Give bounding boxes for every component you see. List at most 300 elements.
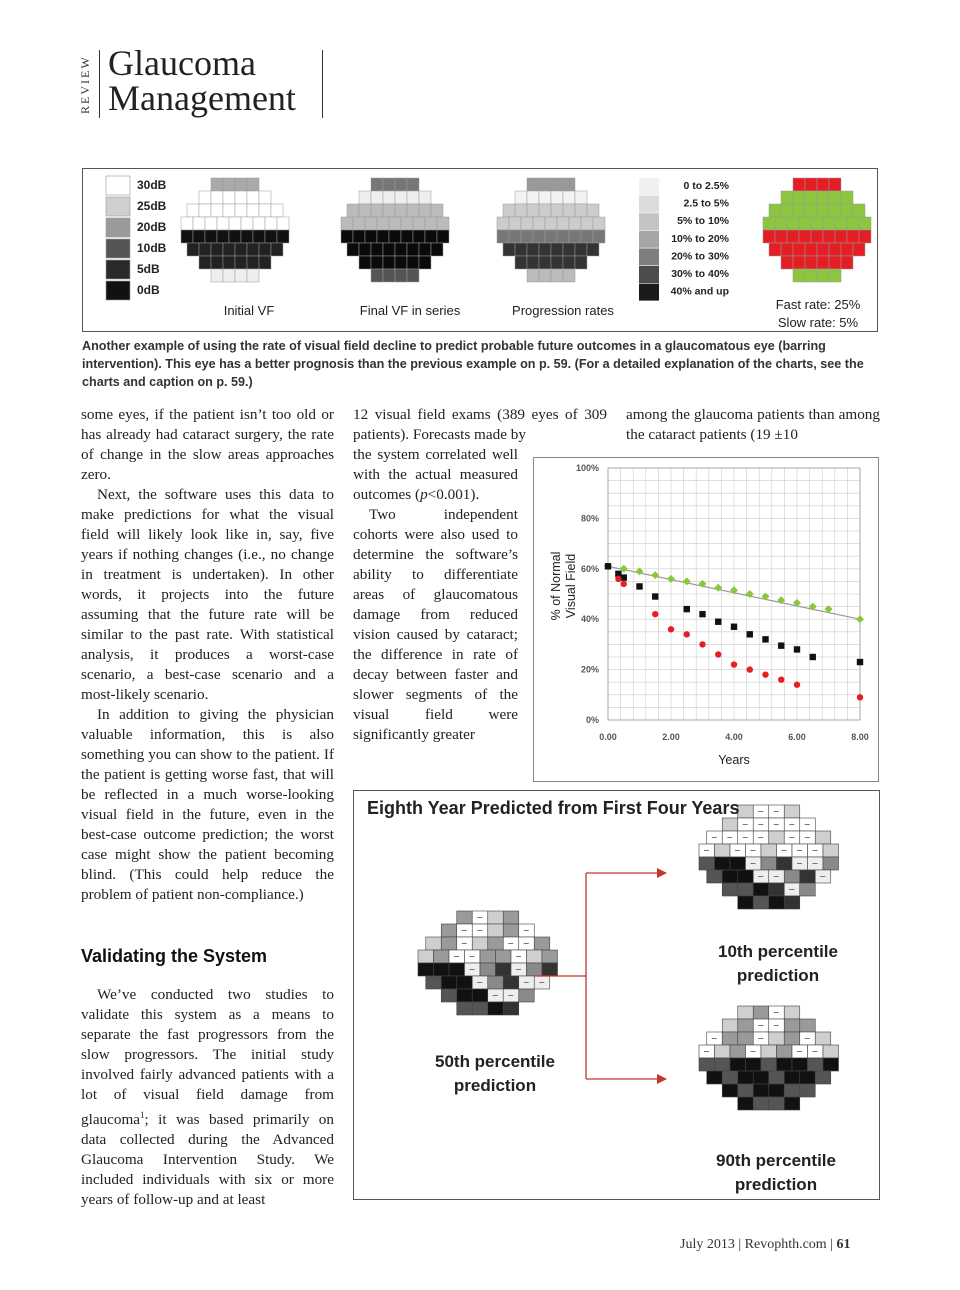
vf-cell-color [781, 256, 793, 269]
vf-cell [359, 256, 371, 269]
vf-cell [527, 243, 539, 256]
vf-cell [199, 243, 211, 256]
vf-cell [341, 217, 353, 230]
vf-cell [217, 217, 229, 230]
vf-cell [253, 230, 265, 243]
pred-cell-50 [472, 1002, 488, 1015]
vf-cell [211, 178, 223, 191]
vf-cell [271, 204, 283, 217]
black-point [810, 654, 816, 660]
x-tick-label: 0.00 [599, 732, 617, 742]
red-point [715, 651, 721, 657]
vf-cell-color [829, 269, 841, 282]
vf-cell [383, 269, 395, 282]
pred-cell-90 [823, 1058, 839, 1071]
vf-cell [181, 217, 193, 230]
header-rule-left [99, 50, 100, 118]
y-tick-label: 40% [580, 614, 599, 625]
red-point [762, 671, 768, 677]
pred-cell-10 [738, 896, 754, 909]
vf-cell [223, 243, 235, 256]
vf-cell [557, 230, 569, 243]
black-point [778, 642, 784, 648]
pred-cell-50 [480, 963, 496, 976]
pred-cell-90 [738, 1084, 754, 1097]
pred-cell-90 [784, 1097, 800, 1110]
vf-cell [383, 243, 395, 256]
vf-cell [575, 243, 587, 256]
db-legend-label: 10dB [137, 241, 167, 255]
black-point [699, 611, 705, 617]
vf-cell [223, 191, 235, 204]
x-tick-label: 2.00 [662, 732, 680, 742]
vf-cell [527, 191, 539, 204]
vf-cell [259, 204, 271, 217]
vf-cell [193, 230, 205, 243]
panel-label: Final VF in series [359, 303, 461, 318]
y-tick-label: 0% [585, 715, 599, 725]
label-line: 50th percentile [435, 1052, 555, 1071]
label-line: prediction [736, 966, 820, 985]
pred-cell-10 [769, 896, 785, 909]
visual-field-figure [82, 168, 878, 332]
vf-cell [377, 230, 389, 243]
pred-cell-10 [738, 870, 754, 883]
vf-cell-color [841, 204, 853, 217]
vf-cell-color [823, 230, 835, 243]
pred-cell-90 [715, 1045, 731, 1058]
vf-cell [551, 204, 563, 217]
vf-cell [277, 217, 289, 230]
fast-rate-label: Fast rate: 25% [775, 297, 861, 312]
vf-cell [587, 243, 599, 256]
vf-cell [419, 256, 431, 269]
vf-cell [205, 217, 217, 230]
vf-cell-color [805, 269, 817, 282]
black-point [762, 636, 768, 642]
vf-cell [383, 191, 395, 204]
header-rule-right [322, 50, 323, 118]
red-point [778, 676, 784, 682]
y-tick-label: 80% [580, 513, 599, 524]
vf-cell [247, 256, 259, 269]
vf-cell [419, 204, 431, 217]
vf-cell-color [829, 204, 841, 217]
pred-cell-50 [542, 950, 558, 963]
y-axis-label-line: % of Normal [549, 551, 563, 621]
vf-cell [515, 204, 527, 217]
db-swatch [106, 197, 130, 216]
db-legend-label: 0dB [137, 283, 160, 297]
vf-cell-color [793, 178, 805, 191]
rate-legend-label: 5% to 10% [677, 215, 729, 228]
vf-cell [389, 230, 401, 243]
vf-cell [235, 178, 247, 191]
vf-cell [569, 217, 581, 230]
y-tick-label: 100% [575, 463, 599, 473]
vf-cell [229, 217, 241, 230]
vf-cell [551, 243, 563, 256]
paragraph: In addition to giving the physician valuable information, this is also something you can show to the patient. If the patient is getting worse fast, that will be reflected in a much worse-looking visual field in the future, even in the best-case outcome prediction; the worst case might show the patient becoming blind. (This could help reduce the problem of patient non-compliance.) [81, 706, 334, 903]
pred-cell-90 [769, 1071, 785, 1084]
pred-cell-50 [488, 911, 504, 924]
pred-cell-90 [769, 1097, 785, 1110]
vf-cell-color [805, 256, 817, 269]
vf-cell [371, 269, 383, 282]
vf-cell-color [817, 204, 829, 217]
pred-cell-50 [441, 937, 457, 950]
vf-cell-color [763, 217, 775, 230]
vf-cell [533, 217, 545, 230]
vf-cell-color [847, 230, 859, 243]
pred-cell-50 [527, 950, 543, 963]
vf-cell [365, 217, 377, 230]
vf-cell [395, 204, 407, 217]
vf-cell-color [769, 243, 781, 256]
pred-cell-50 [441, 989, 457, 1002]
y-axis-label-line: Visual Field [564, 553, 578, 619]
vf-cell [527, 256, 539, 269]
pred-cell-50 [488, 1002, 504, 1015]
rate-swatch [639, 284, 659, 301]
label-line: 10th percentile [718, 942, 838, 961]
vf-cell [235, 269, 247, 282]
vf-cell [353, 217, 365, 230]
green-point [856, 615, 864, 623]
vf-cell-color [853, 243, 865, 256]
vf-cell-color [823, 217, 835, 230]
pred-cell-90 [777, 1045, 793, 1058]
vf-cell [235, 204, 247, 217]
pred-cell-50 [527, 963, 543, 976]
vf-cell [575, 256, 587, 269]
vf-cell-color [769, 204, 781, 217]
pred-cell-50 [503, 924, 519, 937]
vf-cell [431, 204, 443, 217]
italic-p: p [420, 486, 428, 503]
column-2 [353, 445, 518, 745]
vf-cell [413, 230, 425, 243]
vf-cell [527, 178, 539, 191]
red-point [731, 661, 737, 667]
black-point [621, 574, 627, 580]
rate-swatch [639, 196, 659, 213]
rate-legend-label: 20% to 30% [671, 250, 729, 263]
green-point [683, 577, 691, 585]
vf-cell [259, 191, 271, 204]
vf-cell [515, 243, 527, 256]
pred-cell-90 [815, 1071, 831, 1084]
text-run: the system correlated well with the actual measured outcomes ( [353, 446, 518, 503]
section-heading: Validating the System [81, 946, 268, 966]
vf-cell [187, 204, 199, 217]
pred-cell-10 [730, 857, 746, 870]
vf-cell [539, 256, 551, 269]
page-title [108, 43, 296, 118]
pred-cell-90 [730, 1045, 746, 1058]
vf-cell-color [835, 217, 847, 230]
vf-cell [265, 217, 277, 230]
vf-cell [383, 178, 395, 191]
black-point [715, 619, 721, 625]
vf-cell [211, 204, 223, 217]
review-tag: REVIEW [78, 55, 92, 115]
vf-cell [395, 243, 407, 256]
vf-cell [563, 178, 575, 191]
vf-cell [187, 243, 199, 256]
column-1 [81, 405, 334, 905]
vf-cell-color [817, 256, 829, 269]
pred-cell-10 [707, 870, 723, 883]
db-swatch [106, 239, 130, 258]
vf-cell [271, 243, 283, 256]
pred-cell-90 [815, 1032, 831, 1045]
vf-cell [563, 191, 575, 204]
vf-cell [371, 204, 383, 217]
pred-cell-50 [496, 950, 512, 963]
prediction-figure [353, 790, 880, 1200]
vf-cell [247, 243, 259, 256]
vf-cell [401, 217, 413, 230]
page-footer [680, 1237, 851, 1253]
vf-cell [211, 256, 223, 269]
black-point [652, 593, 658, 599]
rate-swatch [639, 248, 659, 265]
y-tick-label: 60% [580, 563, 599, 574]
vf-cell [539, 178, 551, 191]
rate-swatch [639, 178, 659, 195]
label-line: 90th percentile [716, 1151, 836, 1170]
vf-cell-color [829, 191, 841, 204]
column-1-lower [81, 985, 334, 1210]
pred-cell-90 [722, 1084, 738, 1097]
vf-cell [575, 191, 587, 204]
vf-cell [199, 204, 211, 217]
x-tick-label: 4.00 [725, 732, 743, 742]
pred-cell-90 [722, 1071, 738, 1084]
vf-cell-color [805, 204, 817, 217]
x-axis-label: Years [718, 753, 750, 767]
pred-cell-10 [722, 883, 738, 896]
vf-cell [211, 191, 223, 204]
black-point [857, 659, 863, 665]
pred-cell-90 [792, 1058, 808, 1071]
vf-cell [359, 204, 371, 217]
black-point [731, 624, 737, 630]
pred-cell-90 [753, 1071, 769, 1084]
vf-cell-color [817, 191, 829, 204]
vf-cell [371, 178, 383, 191]
vf-cell [383, 204, 395, 217]
vf-cell [557, 217, 569, 230]
db-swatch [106, 176, 130, 195]
vf-cell [223, 256, 235, 269]
vf-cell [211, 269, 223, 282]
pred-cell-50 [488, 924, 504, 937]
pred-cell-90 [738, 1019, 754, 1032]
vf-cell [395, 178, 407, 191]
arrow-head [657, 868, 667, 878]
pred-cell-50 [496, 963, 512, 976]
rate-swatch [639, 266, 659, 283]
pred-cell-10 [715, 857, 731, 870]
vf-cell [199, 191, 211, 204]
prediction-title: Eighth Year Predicted from First Four Years [367, 798, 740, 818]
pred-cell-90 [784, 1019, 800, 1032]
rate-legend-label: 0 to 2.5% [683, 180, 729, 192]
vf-cell [539, 204, 551, 217]
pred-cell-10 [699, 857, 715, 870]
vf-cell [545, 230, 557, 243]
red-point [684, 631, 690, 637]
vf-cell [563, 243, 575, 256]
pred-cell-10 [784, 896, 800, 909]
rate-swatch [639, 231, 659, 248]
vf-cell-color [841, 243, 853, 256]
vf-cell [413, 217, 425, 230]
vf-cell [235, 256, 247, 269]
vf-cell [247, 204, 259, 217]
pred-cell-50 [519, 989, 535, 1002]
vf-cell [217, 230, 229, 243]
vf-cell [353, 230, 365, 243]
red-point [668, 626, 674, 632]
pred-cell-50 [434, 950, 450, 963]
visual-field-figure-graphic [83, 169, 879, 333]
vf-cell-color [781, 191, 793, 204]
p50-label [420, 1050, 570, 1098]
vf-cell [539, 243, 551, 256]
pred-cell-90 [715, 1058, 731, 1071]
vf-cell [395, 269, 407, 282]
vf-cell [223, 178, 235, 191]
vf-cell [593, 217, 605, 230]
pred-cell-10 [769, 883, 785, 896]
pred-cell-50 [434, 963, 450, 976]
vf-cell [515, 191, 527, 204]
vf-cell [359, 243, 371, 256]
rate-legend-label: 2.5 to 5% [683, 197, 729, 210]
vf-cell [259, 243, 271, 256]
vf-cell [581, 230, 593, 243]
slow-rate-label: Slow rate: 5% [777, 315, 859, 330]
db-swatch [106, 281, 130, 300]
rate-legend-label: 40% and up [670, 285, 729, 298]
db-legend-label: 30dB [137, 178, 167, 192]
vf-cell [425, 217, 437, 230]
pred-cell-90 [784, 1084, 800, 1097]
vf-cell [407, 243, 419, 256]
vf-cell-color [829, 178, 841, 191]
db-legend-label: 25dB [137, 199, 167, 213]
vf-cell [527, 269, 539, 282]
vf-cell-color [835, 230, 847, 243]
vf-cell-color [829, 243, 841, 256]
pred-cell-10 [722, 818, 738, 831]
pred-cell-10 [761, 857, 777, 870]
black-point [747, 631, 753, 637]
vf-cell [341, 230, 353, 243]
rate-legend-label: 10% to 20% [671, 232, 729, 245]
vf-cell [497, 230, 509, 243]
red-point [615, 576, 621, 582]
vf-cell [347, 243, 359, 256]
vf-cell-color [805, 178, 817, 191]
pred-cell-90 [761, 1058, 777, 1071]
vf-cell [419, 243, 431, 256]
vf-cell [193, 217, 205, 230]
panel-label: Initial VF [223, 303, 275, 318]
pred-cell-90 [753, 1006, 769, 1019]
db-swatch [106, 260, 130, 279]
vf-cell [545, 217, 557, 230]
vf-cell [563, 269, 575, 282]
vf-cell [419, 191, 431, 204]
vf-cell [437, 230, 449, 243]
vf-cell [503, 204, 515, 217]
column-3 [626, 405, 880, 445]
vf-cell-color [787, 230, 799, 243]
vf-cell [509, 217, 521, 230]
vf-cell [497, 217, 509, 230]
paragraph [353, 445, 518, 505]
vf-cell [377, 217, 389, 230]
vf-cell [431, 243, 443, 256]
vf-cell [515, 256, 527, 269]
pred-cell-90 [784, 1006, 800, 1019]
vf-cell-color [793, 256, 805, 269]
pred-cell-10 [722, 870, 738, 883]
pred-cell-90 [722, 1019, 738, 1032]
label-line: prediction [453, 1076, 537, 1095]
pred-cell-10 [738, 883, 754, 896]
vf-cell [205, 230, 217, 243]
pred-cell-90 [800, 1019, 816, 1032]
p90-label [698, 1149, 854, 1197]
vf-cell [551, 191, 563, 204]
footnote-ref: 1 [140, 1110, 145, 1120]
vf-cell-color [793, 243, 805, 256]
vf-cell [247, 191, 259, 204]
pred-cell-90 [800, 1084, 816, 1097]
panel-label: Progression rates [512, 303, 614, 318]
pred-cell-90 [777, 1058, 793, 1071]
vf-cell-color [847, 217, 859, 230]
vf-cell [563, 204, 575, 217]
vf-cell [551, 178, 563, 191]
black-point [605, 563, 611, 569]
pred-cell-10 [761, 844, 777, 857]
vf-cell [509, 230, 521, 243]
db-legend-label: 20dB [137, 220, 167, 234]
paragraph: Next, the software uses this data to make predictions for what the visual field will likely look like in, say, five years if nothing changes (i.e., no change in treatment is undertaken). In other words, it projects into the future assuming that the future rate will be similar to the past rate. With statistical analysis, it produces a worst-case scenario, a best-case scenario and a most-likely scenario. [81, 486, 334, 703]
pred-cell-50 [457, 989, 473, 1002]
pred-cell-90 [784, 1071, 800, 1084]
pred-cell-50 [457, 1002, 473, 1015]
green-point [651, 571, 659, 579]
prediction-graphic [354, 791, 879, 1199]
chart-svg [534, 458, 878, 781]
vf-cell [569, 230, 581, 243]
text-run: ; it was based primarily on data collected during the Advanced Glaucoma Intervention Study. We included individuals with six or more years of follow-up and at least [81, 1111, 334, 1209]
pred-cell-50 [418, 963, 434, 976]
vf-cell-color [775, 230, 787, 243]
red-point [652, 611, 658, 617]
pred-cell-90 [738, 1032, 754, 1045]
db-swatch [106, 218, 130, 237]
red-point [747, 666, 753, 672]
pred-cell-50 [488, 937, 504, 950]
